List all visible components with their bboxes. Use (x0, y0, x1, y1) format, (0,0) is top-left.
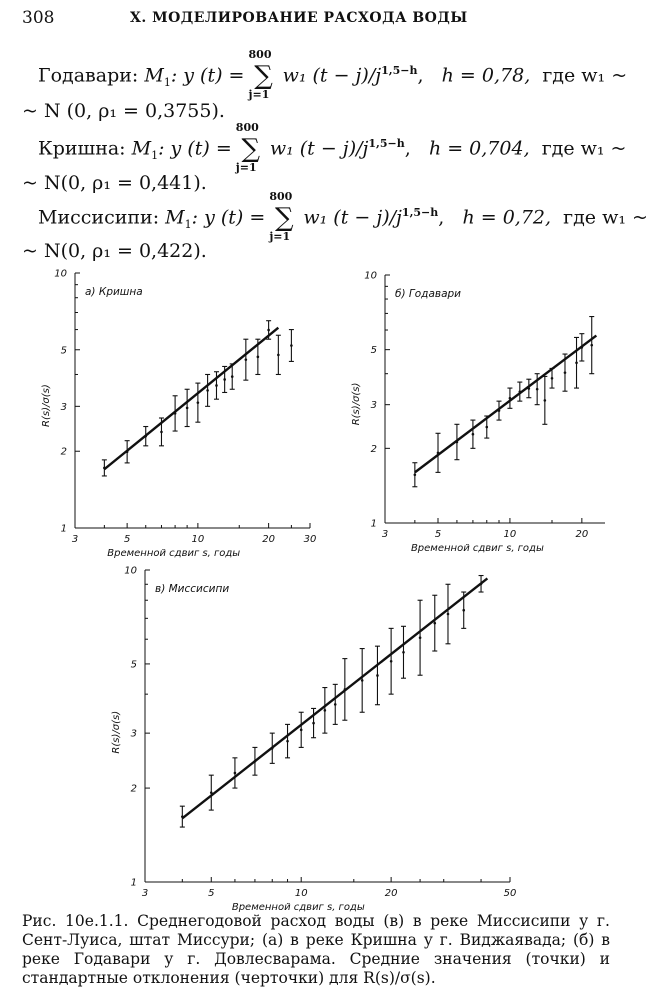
error-bar (432, 595, 437, 651)
error-bar (299, 712, 304, 747)
mean-point (509, 397, 512, 400)
mean-point (312, 722, 315, 725)
chart-title: а) Кришна (85, 286, 143, 298)
x-tick-label: 5 (434, 529, 442, 540)
mean-point (402, 651, 405, 654)
mean-point (186, 407, 189, 410)
eq-h: h = 0,78, (441, 64, 531, 87)
mean-point (414, 473, 417, 476)
caption-text: Среднегодовой расход воды (в) в реке Миссисипи у г. Сент-Луиса, штат Миссури; (а) в реке Кришна у г. Виджаявада; (б) в реке Годавари у г. Довлесварама. Средние значения (точки) и стандартные отклонения (черточки) для R(s)/σ(s). (22, 912, 610, 987)
sum-symbol: 800 ∑ j=1 (269, 190, 294, 244)
mean-point (181, 815, 184, 818)
equation-godavari: Годавари: $M_1$: y (t) = 800 ∑ j=1 w₁ $(t - j)/j^{1,5-h}$, h = 0,78, где w₁ ~ (38, 48, 628, 102)
x-tick-label: 20 (262, 534, 275, 545)
error-bar (322, 688, 327, 734)
error-bar (542, 376, 547, 424)
mean-point (536, 388, 539, 391)
error-bar (276, 335, 281, 374)
mean-point (215, 384, 218, 387)
equation-mississippi-cont: ~ N(0, ρ₁ = 0,422). (22, 240, 207, 262)
y-tick-label: 2 (370, 443, 377, 455)
eq-river: Миссисипи: (38, 206, 160, 229)
mean-point (197, 401, 200, 404)
eq-left: : y (t) = (158, 137, 232, 160)
mean-point (544, 399, 547, 402)
x-tick-label: 20 (384, 888, 398, 899)
error-bar (285, 724, 290, 757)
mean-point (456, 441, 459, 444)
x-tick-label: 20 (575, 529, 589, 540)
eq-left: : y (t) = (170, 64, 245, 87)
chart-mississippi (90, 562, 530, 913)
mean-point (257, 356, 260, 359)
y-tick-label: 10 (124, 565, 137, 577)
mean-point (472, 433, 475, 436)
mean-point (206, 389, 209, 392)
mean-point (223, 378, 226, 381)
eq-right: w₁ (t − j)/j (269, 137, 369, 160)
eq-h: h = 0,704, (428, 137, 530, 160)
error-bar (375, 646, 380, 705)
eq-model: M (131, 137, 152, 160)
error-bar (470, 420, 475, 448)
mean-point (590, 344, 593, 347)
mean-point (361, 679, 364, 682)
y-tick-label: 3 (130, 728, 137, 740)
error-bar (589, 317, 594, 374)
x-tick-label: 50 (503, 888, 517, 899)
y-tick-label: 1 (60, 523, 67, 535)
mean-point (376, 674, 379, 677)
mean-point (210, 791, 213, 794)
mean-point (271, 747, 274, 750)
y-tick-label: 10 (54, 268, 67, 280)
mean-point (267, 329, 270, 332)
eq-river: Годавари: (38, 64, 139, 87)
x-tick-label: 10 (503, 529, 517, 540)
caption-lead: Рис. 10е.1.1. (22, 912, 129, 930)
page-header (0, 6, 629, 30)
chart-krishna (15, 265, 317, 559)
running-title: X. МОДЕЛИРОВАНИЕ РАСХОДА ВОДЫ (130, 10, 468, 26)
mean-point (390, 660, 393, 663)
y-axis-label: R(s)/σ(s) (351, 382, 362, 426)
mean-point (437, 452, 440, 455)
equation-godavari-cont: ~ N (0, ρ₁ = 0,3755). (22, 100, 225, 122)
error-bar (360, 649, 365, 713)
y-tick-label: 5 (130, 659, 137, 671)
y-axis-label: R(s)/σ(s) (111, 710, 122, 754)
mean-point (174, 412, 177, 415)
y-tick-label: 5 (370, 345, 377, 357)
x-tick-label: 30 (303, 534, 317, 545)
eq-river: Кришна: (38, 137, 126, 160)
y-tick-label: 3 (370, 400, 377, 412)
fit-line (415, 336, 596, 473)
x-axis-label: Временной сдвиг s, годы (410, 543, 544, 554)
mean-point (234, 772, 237, 775)
eq-right: w₁ (t − j)/j (282, 64, 382, 87)
chart-title: б) Годавари (395, 288, 461, 300)
mean-point (519, 390, 522, 393)
mean-point (290, 344, 293, 347)
mean-point (564, 371, 567, 374)
error-bar (412, 463, 417, 487)
error-bar (389, 628, 394, 694)
error-bar (243, 339, 248, 380)
mean-point (581, 346, 584, 349)
mean-point (245, 358, 248, 361)
mean-point (480, 582, 483, 585)
mean-point (575, 361, 578, 364)
sum-symbol: 800 ∑ j=1 (235, 121, 261, 175)
mean-point (103, 467, 106, 470)
y-tick-label: 2 (60, 446, 67, 458)
fit-line (104, 328, 278, 469)
error-bar (445, 584, 450, 644)
mean-point (334, 703, 337, 706)
eq-where: где w₁ ~ (563, 206, 648, 229)
error-bar (205, 374, 210, 406)
mean-point (144, 435, 147, 438)
equation-krishna: Кришна: $M_1$: y (t) = 800 ∑ j=1 w₁ $(t - j)/j^{1,5-h}$, h = 0,704, где w₁ ~ (38, 121, 627, 175)
x-tick-label: 3 (381, 529, 389, 540)
eq-h: h = 0,72, (462, 206, 552, 229)
mean-point (447, 613, 450, 616)
figure-caption (22, 912, 610, 988)
mean-point (344, 688, 347, 691)
error-bar (289, 330, 294, 362)
mean-point (433, 622, 436, 625)
error-bar (209, 775, 214, 810)
eq-where: где w₁ ~ (541, 137, 627, 160)
x-tick-label: 5 (123, 534, 131, 545)
y-tick-label: 2 (130, 783, 137, 795)
y-tick-label: 1 (130, 877, 137, 889)
eq-where: где w₁ ~ (542, 64, 628, 87)
equation-krishna-cont: ~ N(0, ρ₁ = 0,441). (22, 172, 207, 194)
mean-point (324, 709, 327, 712)
error-bar (401, 626, 406, 678)
eq-left: : y (t) = (191, 206, 266, 229)
mean-point (528, 387, 531, 390)
chart-godavari (340, 270, 620, 554)
x-tick-label: 3 (71, 534, 79, 545)
error-bar (232, 758, 237, 788)
mean-point (551, 377, 554, 380)
mean-point (160, 431, 163, 434)
mean-point (300, 729, 303, 732)
x-tick-label: 10 (191, 534, 205, 545)
chart-title: в) Миссисипи (155, 583, 230, 595)
mean-point (286, 740, 289, 743)
mean-point (126, 450, 129, 453)
page-number: 308 (22, 8, 55, 28)
mean-point (462, 609, 465, 612)
mean-point (419, 636, 422, 639)
mean-point (498, 409, 501, 412)
x-axis-label: Временной сдвиг s, годы (107, 548, 241, 559)
x-tick-label: 3 (141, 888, 149, 899)
x-axis-label: Временной сдвиг s, годы (231, 902, 365, 913)
sum-symbol: 800 ∑ j=1 (248, 48, 273, 102)
y-tick-label: 3 (60, 401, 67, 413)
error-bar (574, 337, 579, 388)
eq-model: M (144, 64, 164, 87)
error-bar (185, 389, 190, 426)
error-bar (418, 600, 423, 675)
mean-point (277, 354, 280, 357)
equation-mississippi: Миссисипи: $M_1$: y (t) = 800 ∑ j=1 w₁ $(t - j)/j^{1,5-h}$, h = 0,72, где w₁ ~ (38, 190, 648, 244)
y-tick-label: 10 (364, 270, 377, 282)
y-tick-label: 1 (370, 518, 377, 530)
y-axis-label: R(s)/σ(s) (41, 384, 52, 427)
mean-point (231, 375, 234, 378)
error-bar (333, 684, 338, 724)
mean-point (254, 760, 257, 763)
x-tick-label: 10 (294, 888, 308, 899)
eq-right: w₁ (t − j)/j (303, 206, 402, 229)
eq-model: M (165, 206, 185, 229)
x-tick-label: 5 (208, 888, 215, 899)
y-tick-label: 5 (60, 345, 67, 357)
error-bar (195, 383, 200, 422)
mean-point (485, 426, 488, 429)
